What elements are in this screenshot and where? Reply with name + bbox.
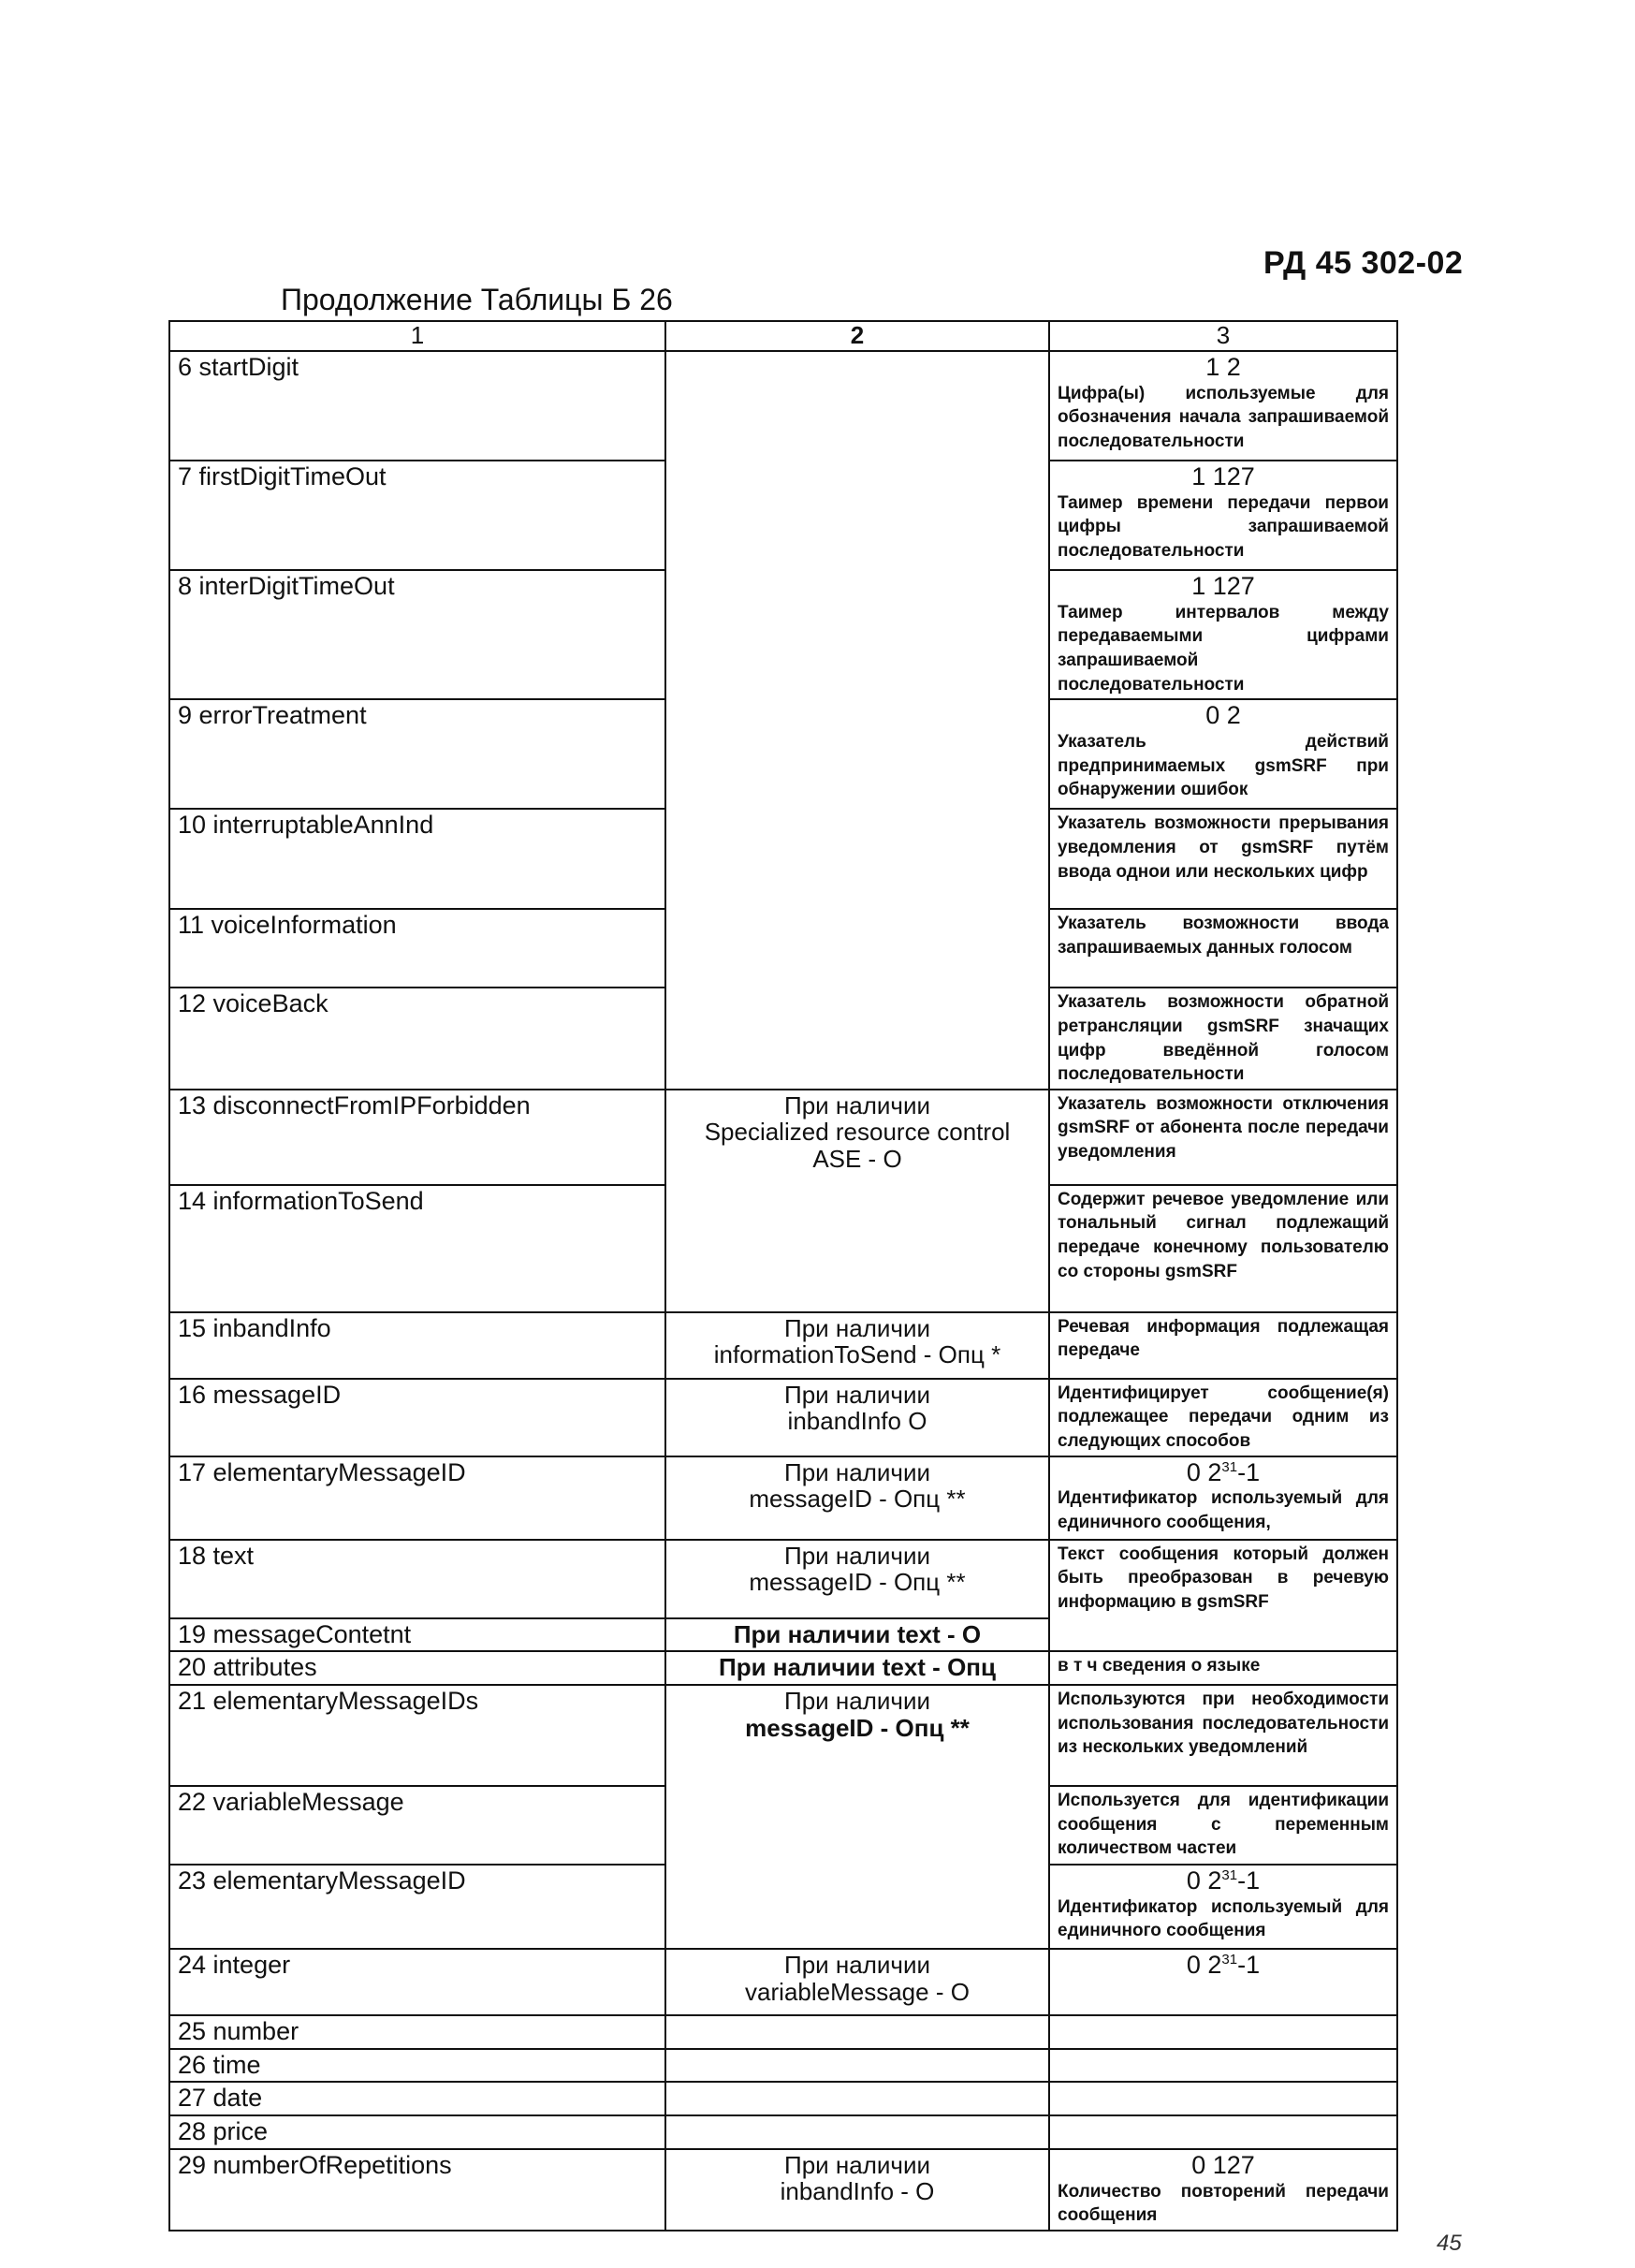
condition-cell bbox=[665, 1312, 1049, 1379]
condition-cell bbox=[665, 1651, 1049, 1685]
condition-line: При наличии bbox=[784, 1457, 930, 1486]
value-description: Идентифицирует сообщение(я) подлежащее передачи одним из следующих способов bbox=[1058, 1383, 1389, 1452]
column-header-3: 3 bbox=[1049, 321, 1397, 351]
value-cell bbox=[1049, 1185, 1397, 1312]
condition-cell bbox=[665, 1379, 1049, 1456]
value-cell bbox=[1049, 809, 1397, 909]
condition-cell bbox=[665, 1456, 1049, 1540]
value-description: Указатель действий предпринимаемых gsmSRF при обнаружении ошибок bbox=[1058, 731, 1389, 800]
condition-line: При наличии bbox=[784, 2150, 930, 2179]
param-name: 9 errorTreatment bbox=[169, 699, 665, 809]
value-cell bbox=[1049, 909, 1397, 988]
param-name: 23 elementaryMessageID bbox=[169, 1865, 665, 1949]
table-caption: Продолжение Таблицы Б 26 bbox=[281, 283, 673, 316]
param-name: 28 price bbox=[169, 2115, 665, 2149]
value-description: Количество повторений передачи сообщения bbox=[1058, 2181, 1389, 2226]
value-cell-empty bbox=[1049, 2015, 1397, 2049]
value-cell bbox=[1049, 1456, 1397, 1540]
value-cell bbox=[1049, 461, 1397, 570]
value-range: 0 2 bbox=[1205, 701, 1241, 730]
param-name: 19 messageContetnt bbox=[169, 1618, 665, 1652]
value-description: Указатель возможности отключения gsmSRF от абонента после передачи уведомления bbox=[1058, 1093, 1389, 1163]
value-description: Используются при необходимости использования последовательности из нескольких уведомлений bbox=[1058, 1690, 1389, 1758]
value-cell bbox=[1049, 699, 1397, 809]
condition-line: messageID - Опц ** bbox=[745, 1713, 970, 1742]
condition-line: При наличии bbox=[784, 1380, 930, 1409]
condition-cell bbox=[665, 1090, 1049, 1312]
condition-cell-empty bbox=[665, 2015, 1049, 2049]
condition-line: variableMessage - O bbox=[745, 1977, 970, 2006]
value-description: Цифра(ы) используемые для обозначения начала запрашиваемой последовательности bbox=[1058, 383, 1389, 451]
value-range: 0 $2^{31}-1$ bbox=[1186, 1866, 1261, 1895]
value-cell bbox=[1049, 351, 1397, 461]
table-row bbox=[169, 1540, 1397, 1618]
param-name: 13 disconnectFromIPForbidden bbox=[169, 1090, 665, 1185]
value-description: Идентификатор используемый для единичного сообщения, bbox=[1058, 1488, 1389, 1533]
param-name: 22 variableMessage bbox=[169, 1786, 665, 1865]
page-number: 45 bbox=[1437, 2231, 1462, 2256]
param-name: 29 numberOfRepetitions bbox=[169, 2149, 665, 2231]
condition-cell-empty bbox=[665, 351, 1049, 1090]
condition-cell bbox=[665, 1685, 1049, 1949]
value-range: 0 127 bbox=[1191, 2150, 1255, 2179]
param-name: 26 time bbox=[169, 2049, 665, 2083]
condition-cell bbox=[665, 1540, 1049, 1618]
value-cell bbox=[1049, 988, 1397, 1090]
table-header-row bbox=[169, 321, 1397, 351]
param-name: 18 text bbox=[169, 1540, 665, 1618]
value-description: Указатель возможности обратной ретрансляции gsmSRF значащих цифр введённой голосом последовательности bbox=[1058, 992, 1389, 1085]
condition-cell bbox=[665, 1949, 1049, 2015]
param-name: 10 interruptableAnnInd bbox=[169, 809, 665, 909]
value-description: Речевая информация подлежащая передаче bbox=[1058, 1316, 1389, 1361]
value-description: Указатель возможности прерывания уведомления от gsmSRF путём ввода однои или нескольких цифр bbox=[1058, 813, 1389, 882]
condition-cell bbox=[665, 1618, 1049, 1652]
condition-line: При наличии bbox=[784, 1313, 930, 1342]
param-name: 25 number bbox=[169, 2015, 665, 2049]
table-row bbox=[169, 351, 1397, 461]
condition-cell bbox=[665, 2149, 1049, 2231]
value-range: 1 127 bbox=[1191, 462, 1255, 490]
param-name: 24 integer bbox=[169, 1949, 665, 2015]
value-cell bbox=[1049, 1685, 1397, 1786]
param-name: 8 interDigitTimeOut bbox=[169, 570, 665, 699]
value-cell-empty bbox=[1049, 2082, 1397, 2115]
condition-line: messageID - Опц ** bbox=[749, 1485, 966, 1514]
param-name: 11 voiceInformation bbox=[169, 909, 665, 988]
value-cell-empty bbox=[1049, 2049, 1397, 2083]
table-row bbox=[169, 1456, 1397, 1540]
table-row bbox=[169, 1651, 1397, 1685]
value-range: 0 $2^{31}-1$ bbox=[1186, 1951, 1261, 1980]
param-name: 7 firstDigitTimeOut bbox=[169, 461, 665, 570]
condition-line: messageID - Опц ** bbox=[749, 1568, 966, 1597]
table-row bbox=[169, 1090, 1397, 1185]
value-cell bbox=[1049, 2149, 1397, 2231]
condition-line: ASE - O bbox=[812, 1145, 902, 1173]
condition-line: informationToSend - Опц * bbox=[713, 1340, 1001, 1369]
value-range: 1 127 bbox=[1191, 572, 1255, 600]
value-range: 1 2 bbox=[1205, 353, 1241, 381]
param-name: 14 informationToSend bbox=[169, 1185, 665, 1312]
table-row bbox=[169, 1312, 1397, 1379]
value-cell bbox=[1049, 570, 1397, 699]
param-name: 20 attributes bbox=[169, 1651, 665, 1685]
value-description: Идентификатор используемый для единичного сообщения bbox=[1058, 1896, 1389, 1941]
table-row bbox=[169, 1685, 1397, 1786]
condition-line: inbandInfo - O bbox=[780, 2177, 935, 2206]
value-description: Текст сообщения который должен быть преобразован в речевую информацию в gsmSRF bbox=[1058, 1544, 1389, 1613]
value-range: 0 $2^{31}-1$ bbox=[1186, 1457, 1261, 1486]
param-name: 17 elementaryMessageID bbox=[169, 1456, 665, 1540]
value-cell bbox=[1049, 1651, 1397, 1685]
value-description: Указатель возможности ввода запрашиваемых данных голосом bbox=[1058, 914, 1389, 958]
condition-line: При наличии bbox=[784, 1951, 930, 1980]
parameters-table bbox=[168, 320, 1398, 2231]
table-row bbox=[169, 2015, 1397, 2049]
value-description: Таимер времени передачи первои цифры запрашиваемой последовательности bbox=[1058, 492, 1389, 561]
value-description: Таимер интервалов между передаваемыми цифрами запрашиваемой последовательности bbox=[1058, 602, 1389, 695]
condition-cell-empty bbox=[665, 2115, 1049, 2149]
condition-line: При наличии bbox=[784, 1090, 930, 1119]
column-header-1: 1 bbox=[169, 321, 665, 351]
value-description: Содержит речевое уведомление или тональный сигнал подлежащий передаче конечному пользователю со стороны gsmSRF bbox=[1058, 1189, 1389, 1281]
table-row bbox=[169, 1379, 1397, 1456]
condition-line: При наличии text - Опц bbox=[719, 1653, 996, 1682]
value-cell bbox=[1049, 1949, 1397, 2015]
condition-line: Specialized resource control bbox=[704, 1118, 1011, 1147]
value-description: Используется для идентификации сообщения с переменным количеством частеи bbox=[1058, 1791, 1389, 1859]
value-cell bbox=[1049, 1312, 1397, 1379]
condition-cell-empty bbox=[665, 2049, 1049, 2083]
table-row bbox=[169, 2082, 1397, 2115]
condition-line: inbandInfo O bbox=[787, 1407, 927, 1436]
param-name: 27 date bbox=[169, 2082, 665, 2115]
column-header-2: 2 bbox=[665, 321, 1049, 351]
value-description: в т ч сведения о языке bbox=[1058, 1656, 1261, 1676]
table-row bbox=[169, 2049, 1397, 2083]
param-name: 12 voiceBack bbox=[169, 988, 665, 1090]
condition-line: При наличии bbox=[784, 1687, 930, 1716]
condition-cell-empty bbox=[665, 2082, 1049, 2115]
value-cell bbox=[1049, 1865, 1397, 1949]
document-code: РД 45 302-02 bbox=[1263, 245, 1464, 281]
value-cell bbox=[1049, 1786, 1397, 1865]
value-cell bbox=[1049, 1379, 1397, 1456]
param-name: 16 messageID bbox=[169, 1379, 665, 1456]
param-name: 21 elementaryMessageIDs bbox=[169, 1685, 665, 1786]
table-row bbox=[169, 2115, 1397, 2149]
table-row bbox=[169, 1949, 1397, 2015]
value-cell bbox=[1049, 1090, 1397, 1185]
condition-line: При наличии bbox=[784, 1541, 930, 1570]
param-name: 15 inbandInfo bbox=[169, 1312, 665, 1379]
table-row bbox=[169, 2149, 1397, 2231]
param-name: 6 startDigit bbox=[169, 351, 665, 461]
value-cell-empty bbox=[1049, 2115, 1397, 2149]
condition-line: При наличии text - O bbox=[733, 1619, 982, 1648]
value-cell bbox=[1049, 1540, 1397, 1652]
